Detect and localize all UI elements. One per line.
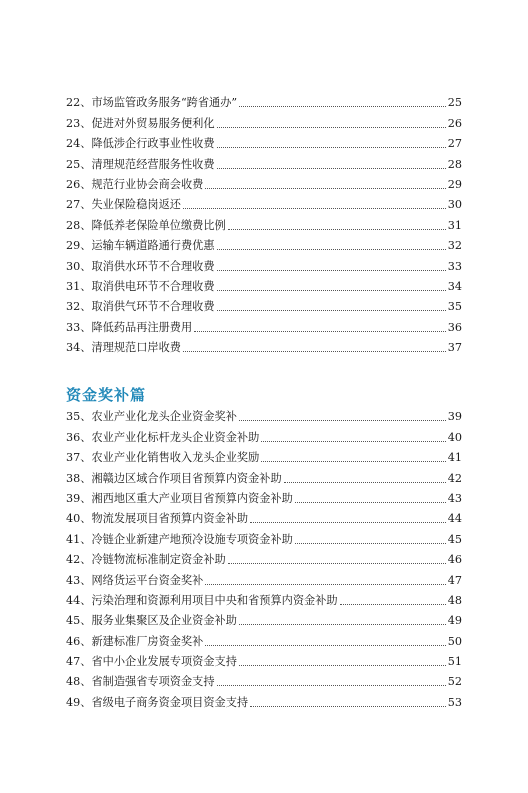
dot-leader <box>284 482 446 483</box>
toc-entry[interactable] <box>66 233 462 253</box>
dot-leader <box>205 645 445 646</box>
toc-entry[interactable] <box>66 131 462 151</box>
toc-entry-page: 45 <box>447 532 462 546</box>
toc-entry-title: 湘赣边区域合作项目省预算内资金补助 <box>91 471 282 485</box>
toc-entry-number: 45、 <box>66 614 92 628</box>
toc-entry-page: 32 <box>447 239 462 253</box>
toc-entry-title: 取消供水环节不合理收费 <box>91 259 215 273</box>
toc-entry-page: 40 <box>447 430 462 444</box>
toc-entry-number: 28、 <box>66 218 92 232</box>
toc-entry-number: 22、 <box>66 96 92 110</box>
toc-entry-page: 29 <box>447 177 462 191</box>
dot-leader <box>239 624 446 625</box>
section-heading: 资金奖补篇 <box>66 386 147 404</box>
toc-entry-title: 降低涉企行政事业性收费 <box>91 137 215 151</box>
toc-entry[interactable] <box>66 649 462 669</box>
toc-entry-page: 49 <box>447 614 462 628</box>
dot-leader <box>228 229 446 230</box>
dot-leader <box>250 522 446 523</box>
toc-entry-title: 省中小企业发展专项资金支持 <box>91 655 237 669</box>
toc-entry-title: 农业产业化标杆龙头企业资金补助 <box>91 430 260 444</box>
toc-entry[interactable] <box>66 445 462 465</box>
toc-entry-number: 26、 <box>66 177 92 191</box>
toc-entry-page: 52 <box>447 675 462 689</box>
toc-entry-page: 26 <box>447 116 462 130</box>
toc-entry-title: 冷链物流标准制定资金补助 <box>91 553 226 567</box>
toc-entry[interactable] <box>66 628 462 648</box>
toc-entry-number: 41、 <box>66 532 92 546</box>
toc-entry-title: 降低养老保险单位缴费比例 <box>91 218 226 232</box>
toc-entry-number: 47、 <box>66 655 92 669</box>
toc-entry-number: 33、 <box>66 320 92 334</box>
toc-entry[interactable] <box>66 608 462 628</box>
toc-entry-title: 清理规范口岸收费 <box>91 341 181 355</box>
toc-entry-page: 35 <box>447 300 462 314</box>
toc-entry-number: 37、 <box>66 451 92 465</box>
toc-entry-page: 53 <box>447 695 462 709</box>
toc-entry[interactable] <box>66 486 462 506</box>
toc-entry-title: 冷链企业新建产地预冷设施专项资金补助 <box>91 532 293 546</box>
dot-leader <box>295 502 446 503</box>
dot-leader <box>217 168 446 169</box>
toc-entry-number: 49、 <box>66 695 92 709</box>
dot-leader <box>194 331 446 332</box>
toc-entry[interactable] <box>66 506 462 526</box>
toc-entry-title: 物流发展项目省预算内资金补助 <box>91 512 249 526</box>
toc-entry-title: 规范行业协会商会收费 <box>91 177 204 191</box>
dot-leader <box>217 127 446 128</box>
toc-entry-title: 新建标准厂房资金奖补 <box>91 634 204 648</box>
toc-entry-page: 48 <box>447 593 462 607</box>
toc-entry[interactable] <box>66 689 462 709</box>
toc-entry-title: 降低药品再注册费用 <box>91 320 193 334</box>
dot-leader <box>217 310 446 311</box>
dot-leader <box>217 290 446 291</box>
toc-section-1 <box>66 90 462 355</box>
toc-entry-number: 35、 <box>66 410 92 424</box>
toc-entry-page: 44 <box>447 512 462 526</box>
dot-leader <box>261 441 445 442</box>
toc-entry-number: 34、 <box>66 341 92 355</box>
toc-entry-title: 湘西地区重大产业项目省预算内资金补助 <box>91 491 293 505</box>
toc-entry-title: 污染治理和资源利用项目中央和省预算内资金补助 <box>91 593 338 607</box>
dot-leader <box>239 106 446 107</box>
toc-entry-number: 44、 <box>66 593 92 607</box>
toc-entry-number: 23、 <box>66 116 92 130</box>
toc-entry-title: 清理规范经营服务性收费 <box>91 157 215 171</box>
toc-entry-title: 市场监管政务服务“跨省通办” <box>91 96 238 110</box>
dot-leader <box>340 604 446 605</box>
toc-entry-number: 36、 <box>66 430 92 444</box>
toc-entry-title: 失业保险稳岗返还 <box>91 198 181 212</box>
toc-entry[interactable] <box>66 424 462 444</box>
toc-entry[interactable] <box>66 567 462 587</box>
toc-entry[interactable] <box>66 335 462 355</box>
toc-entry[interactable] <box>66 110 462 130</box>
toc-entry[interactable] <box>66 588 462 608</box>
toc-entry-number: 31、 <box>66 279 92 293</box>
toc-entry-number: 48、 <box>66 675 92 689</box>
toc-entry[interactable] <box>66 212 462 232</box>
toc-entry[interactable] <box>66 465 462 485</box>
toc-entry-page: 41 <box>447 451 462 465</box>
toc-entry-number: 39、 <box>66 491 92 505</box>
toc-entry-page: 27 <box>447 137 462 151</box>
toc-entry[interactable] <box>66 526 462 546</box>
toc-entry-number: 43、 <box>66 573 92 587</box>
toc-entry-page: 50 <box>447 634 462 648</box>
dot-leader <box>217 249 446 250</box>
toc-entry-title: 取消供气环节不合理收费 <box>91 300 215 314</box>
toc-entry-page: 30 <box>447 198 462 212</box>
toc-entry-number: 25、 <box>66 157 92 171</box>
dot-leader <box>217 270 446 271</box>
dot-leader <box>261 461 445 462</box>
toc-entry-number: 30、 <box>66 259 92 273</box>
toc-entry[interactable] <box>66 547 462 567</box>
toc-entry[interactable] <box>66 151 462 171</box>
toc-entry-page: 51 <box>447 655 462 669</box>
toc-entry-page: 31 <box>447 218 462 232</box>
toc-entry-page: 39 <box>447 410 462 424</box>
toc-entry-page: 47 <box>447 573 462 587</box>
toc-entry-page: 43 <box>447 491 462 505</box>
dot-leader <box>217 685 446 686</box>
toc-entry-number: 38、 <box>66 471 92 485</box>
toc-entry-title: 省制造强省专项资金支持 <box>91 675 215 689</box>
dot-leader <box>250 706 446 707</box>
dot-leader <box>183 208 446 209</box>
toc-entry-number: 46、 <box>66 634 92 648</box>
toc-entry[interactable] <box>66 404 462 424</box>
toc-entry-page: 33 <box>447 259 462 273</box>
toc-entry-page: 34 <box>447 279 462 293</box>
dot-leader <box>217 147 446 148</box>
toc-entry-page: 28 <box>447 157 462 171</box>
toc-entry[interactable] <box>66 192 462 212</box>
toc-entry-page: 25 <box>447 96 462 110</box>
toc-entry-number: 29、 <box>66 239 92 253</box>
toc-entry-title: 服务业集聚区及企业资金补助 <box>91 614 237 628</box>
toc-entry[interactable] <box>66 274 462 294</box>
toc-entry-number: 27、 <box>66 198 92 212</box>
toc-entry-title: 促进对外贸易服务便利化 <box>91 116 215 130</box>
dot-leader <box>205 188 445 189</box>
toc-entry-title: 运输车辆道路通行费优惠 <box>91 239 215 253</box>
toc-entry-title: 农业产业化销售收入龙头企业奖励 <box>91 451 260 465</box>
toc-entry[interactable] <box>66 90 462 110</box>
toc-entry-page: 36 <box>447 320 462 334</box>
toc-entry-page: 42 <box>447 471 462 485</box>
dot-leader <box>239 665 446 666</box>
toc-entry[interactable] <box>66 294 462 314</box>
toc-entry-title: 取消供电环节不合理收费 <box>91 279 215 293</box>
toc-entry-page: 37 <box>447 341 462 355</box>
dot-leader <box>183 351 446 352</box>
toc-entry-title: 农业产业化龙头企业资金奖补 <box>91 410 237 424</box>
toc-entry-title: 网络货运平台资金奖补 <box>91 573 204 587</box>
dot-leader <box>295 543 446 544</box>
toc-entry-number: 40、 <box>66 512 92 526</box>
toc-section-2 <box>66 404 462 710</box>
dot-leader <box>205 584 445 585</box>
toc-entry[interactable] <box>66 669 462 689</box>
toc-entry[interactable] <box>66 172 462 192</box>
dot-leader <box>228 563 446 564</box>
toc-entry-title: 省级电子商务资金项目资金支持 <box>91 695 249 709</box>
toc-entry[interactable] <box>66 314 462 334</box>
toc-entry[interactable] <box>66 253 462 273</box>
toc-entry-number: 42、 <box>66 553 92 567</box>
toc-entry-number: 24、 <box>66 137 92 151</box>
toc-entry-number: 32、 <box>66 300 92 314</box>
toc-entry-page: 46 <box>447 553 462 567</box>
dot-leader <box>239 420 446 421</box>
